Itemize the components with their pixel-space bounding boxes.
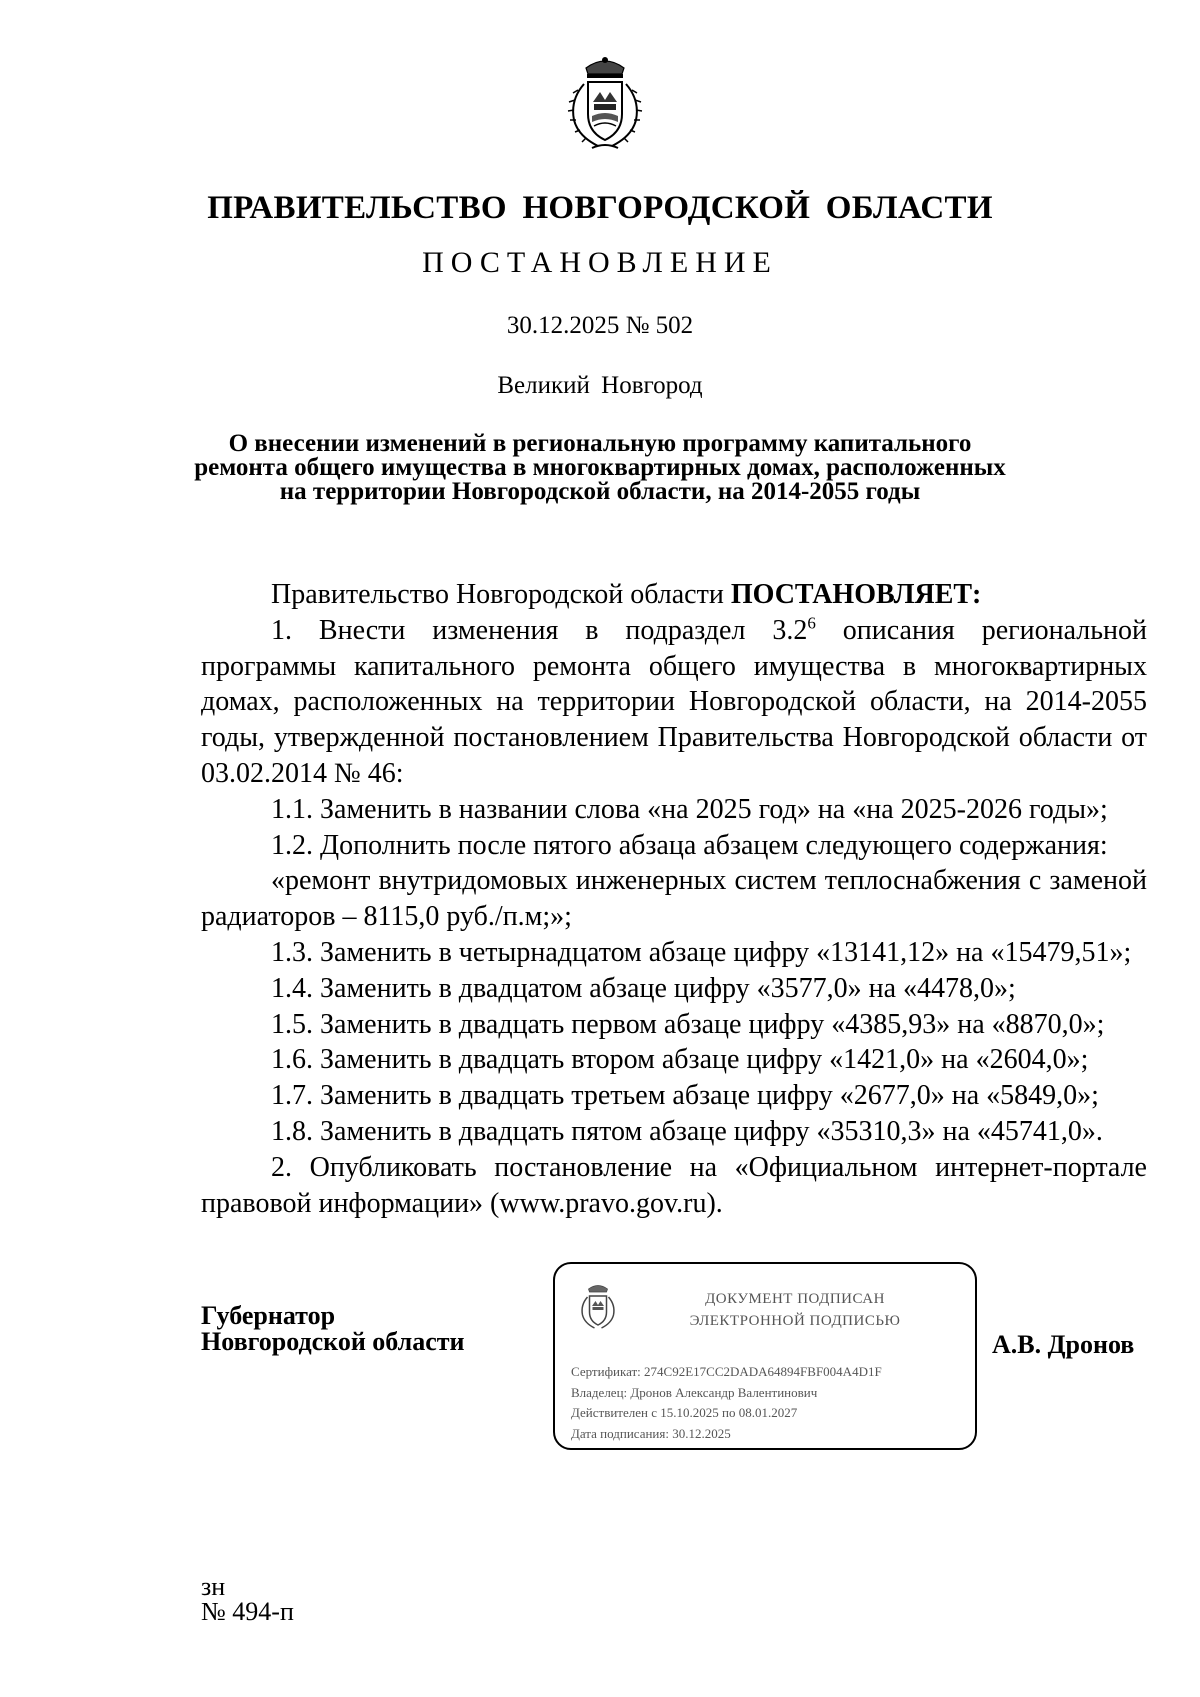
preamble-resolves: ПОСТАНОВЛЯЕТ: [730, 579, 982, 610]
document-type: ПОСТАНОВЛЕНИЕ [422, 246, 778, 279]
clause-1-superscript: 6 [807, 613, 816, 633]
subject-line: О внесении изменений в региональную программу капитального [228, 430, 972, 457]
stamp-title-line: ЭЛЕКТРОННОЙ ПОДПИСЬЮ [689, 1313, 901, 1329]
signer-name: А.В. Дронов [992, 1330, 1135, 1359]
clause-1-4: 1.4. Заменить в двадцатом абзаце цифру «3577,0» на «4478,0»; [271, 972, 1016, 1004]
stamp-title [625, 1288, 965, 1332]
stamp-owner: Владелец: Дронов Александр Валентинович [571, 1384, 818, 1400]
footer-initials: зн [201, 1572, 226, 1601]
coat-of-arms-emblem [564, 54, 646, 154]
stamp-details [571, 1362, 882, 1444]
stamp-title-line: ДОКУМЕНТ ПОДПИСАН [705, 1291, 885, 1307]
document-body [201, 577, 1147, 1221]
clause-1-start: 1. Внести изменения в подраздел 3.2 [271, 614, 808, 646]
document-city: Великий Новгород [497, 372, 703, 399]
signer-position [201, 1303, 465, 1355]
clause-1-3: 1.3. Заменить в четырнадцатом абзаце цифру «13141,12» на «15479,51»; [271, 936, 1132, 968]
clause-1-5: 1.5. Заменить в двадцать первом абзаце цифру «4385,93» на «8870,0»; [271, 1008, 1105, 1040]
clause-1-2-quote: «ремонт внутридомовых инженерных систем теплоснабжения с заменой радиаторов – 8115,0 руб./п.м;»; [201, 865, 1147, 933]
clause-2: 2. Опубликовать постановление на «Официальном интернет-портале правовой информации» (www.pravo.gov.ru). [201, 1151, 1147, 1219]
stamp-validity: Действителен с 15.10.2025 по 08.01.2027 [571, 1405, 798, 1420]
footer-reference [201, 1574, 294, 1624]
document-date-number: 30.12.2025 № 502 [506, 312, 694, 339]
clause-1 [201, 613, 1147, 792]
signer-position-line: Губернатор [201, 1301, 336, 1330]
stamp-signed-date: Дата подписания: 30.12.2025 [571, 1425, 731, 1441]
clause-1-rest: описания региональной программы капитального ремонта общего имущества в многоквартирных домах, расположенных на территории Новгородской области, на 2014-2055 годы, утвержденной постановлением Правительства Новгородской области от 03.02.2014 № 46: [201, 614, 1147, 789]
preamble [201, 577, 1147, 613]
subject-line: на территории Новгородской области, на 2014-2055 годы [279, 478, 921, 505]
document-subject [150, 432, 1050, 504]
electronic-signature-stamp [553, 1262, 977, 1450]
stamp-certificate: Сертификат: 274C92E17CC2DADA64894FBF004A4D1F [571, 1364, 882, 1379]
clause-1-6: 1.6. Заменить в двадцать втором абзаце цифру «1421,0» на «2604,0»; [271, 1044, 1089, 1076]
preamble-text: Правительство Новгородской области [271, 579, 731, 610]
clause-1-1: 1.1. Заменить в названии слова «на 2025 год» на «на 2025-2026 годы»; [271, 793, 1108, 825]
stamp-emblem-icon [577, 1282, 619, 1332]
clause-1-8: 1.8. Заменить в двадцать пятом абзаце цифру «35310,3» на «45741,0». [271, 1115, 1103, 1147]
signer-position-line: Новгородской области [201, 1327, 465, 1356]
footer-number: № 494-п [201, 1597, 294, 1626]
subject-line: ремонта общего имущества в многоквартирных домах, расположенных [194, 454, 1006, 481]
clause-1-7: 1.7. Заменить в двадцать третьем абзаце цифру «2677,0» на «5849,0»; [271, 1080, 1099, 1112]
organization-title: ПРАВИТЕЛЬСТВО НОВГОРОДСКОЙ ОБЛАСТИ [207, 190, 993, 226]
clause-1-2: 1.2. Дополнить после пятого абзаца абзацем следующего содержания: [271, 829, 1108, 861]
